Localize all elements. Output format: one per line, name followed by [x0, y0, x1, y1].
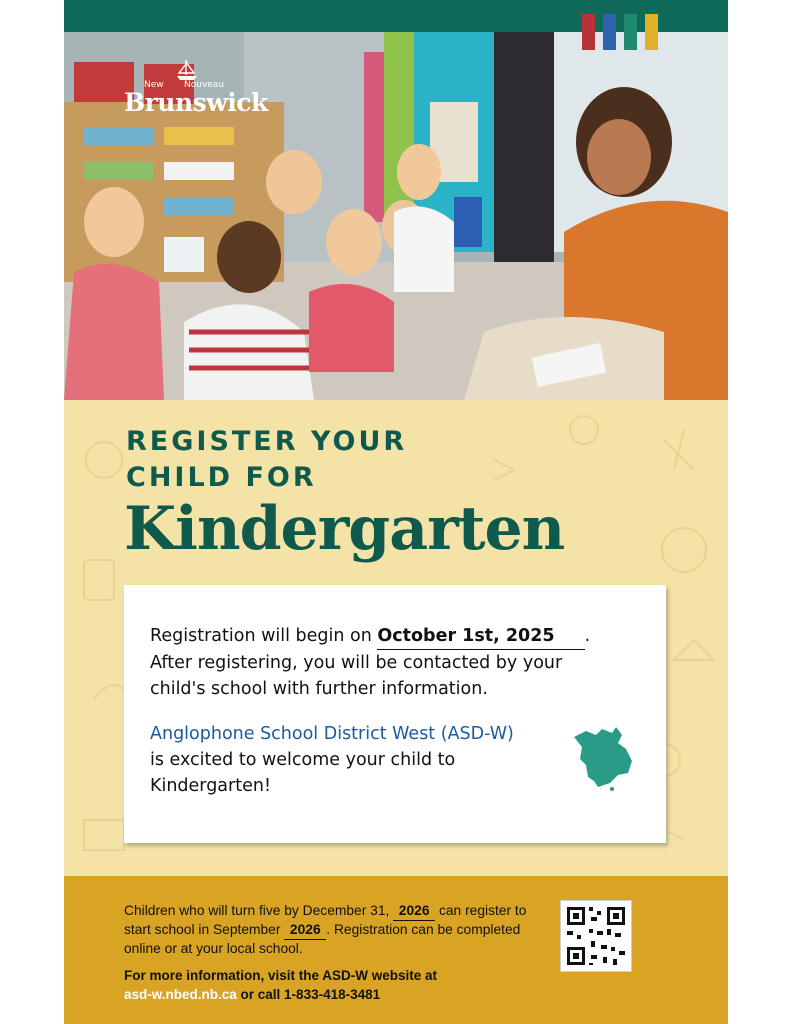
registration-suffix: .	[584, 626, 591, 646]
registration-text	[150, 623, 620, 702]
registration-rest: After registering, you will be contacted by your child's school with further information.	[150, 653, 563, 699]
qr-code-icon[interactable]	[560, 900, 632, 972]
website-link[interactable]: asd-w.nbed.nb.ca	[124, 987, 237, 1002]
info-card	[124, 585, 666, 843]
heading-line1: REGISTER YOUR	[126, 426, 408, 457]
eligibility-part3: . Registration can be completed online or at your local school.	[124, 922, 521, 956]
registration-prefix: Registration will begin on	[150, 626, 378, 646]
heading-line2: CHILD FOR	[126, 462, 317, 493]
contact-prefix: For more information, visit the ASD-W website at	[124, 968, 438, 983]
color-bar	[582, 14, 595, 50]
heading-register	[126, 424, 407, 496]
district-name: Anglophone School District West (ASD-W)	[150, 724, 514, 744]
phone-text: or call 1-833-418-3481	[236, 987, 381, 1002]
eligibility-text	[124, 902, 544, 958]
logo-nouveau-text: Nouveau	[184, 80, 225, 90]
welcome-text: is excited to welcome your child to Kindergarten!	[150, 750, 456, 796]
poster	[64, 0, 728, 1024]
eligibility-part1: Children who will turn five by December 31,	[124, 903, 394, 918]
logo-new-text: New	[144, 80, 164, 90]
color-bar	[624, 14, 637, 50]
birth-year: 2026	[393, 902, 435, 921]
color-bars	[582, 14, 658, 50]
eligibility-part2: can register to start school in September	[124, 903, 527, 937]
heading-kindergarten: Kindergarten	[124, 494, 565, 564]
color-bar	[645, 14, 658, 50]
district-text	[150, 721, 570, 799]
logo-wordmark: Brunswick	[124, 88, 268, 117]
school-start-year: 2026	[284, 921, 326, 940]
color-bar	[603, 14, 616, 50]
footer	[64, 876, 728, 1024]
ship-icon	[174, 58, 200, 82]
contact-text	[124, 966, 544, 1004]
new-brunswick-map-icon	[572, 725, 636, 795]
registration-date: October 1st, 2025	[377, 623, 584, 650]
